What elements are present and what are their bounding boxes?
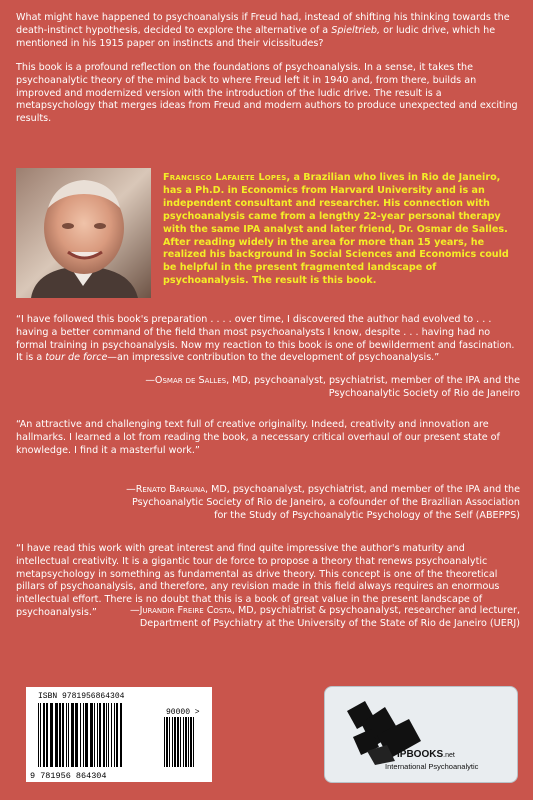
barcode-bar — [116, 703, 118, 767]
barcode-addon-bar — [164, 717, 165, 767]
endorser-credentials: , MD, psychoanalyst, psychiatrist, and member of the IPA and the Psychoanalytic Society of Rio de Janeiro, a cofounder of the Brazilian Association for the Study of Psychoanalytic Psychology of the Self (ABEPPS) — [131, 484, 520, 521]
publisher-tagline: International Psychoanalytic — [385, 762, 479, 771]
barcode-bar — [68, 703, 69, 767]
barcode-bar — [85, 703, 88, 767]
intro-text-end: or ludic drive, which he mentioned in his 1915 paper on instincts and their vicissitudes? — [16, 24, 496, 49]
barcode-bar — [99, 703, 101, 767]
barcode-bar — [71, 703, 74, 767]
barcode-bar — [83, 703, 84, 767]
barcode-bar — [66, 703, 67, 767]
author-bio — [163, 172, 520, 288]
intro-italic-term: Spieltrieb, — [331, 24, 381, 36]
barcode-addon-bars — [164, 717, 194, 767]
barcode-bar — [46, 703, 48, 767]
barcode-addon-bar — [172, 717, 173, 767]
intro-paragraph-1 — [16, 12, 520, 50]
barcode-digits: 9 781956 864304 — [30, 771, 107, 781]
barcode-bar — [111, 703, 112, 767]
barcode-addon-bar — [180, 717, 181, 767]
barcode-image — [26, 687, 212, 782]
barcode-bar — [114, 703, 115, 767]
endorser-name: —Renato Barauna — [126, 484, 205, 495]
isbn-barcode — [26, 687, 212, 782]
quote-text-end: —an impressive contribution to the development of psychoanalysis.” — [107, 352, 440, 364]
quote-italic: tour de force — [45, 352, 108, 364]
publisher-logo — [324, 686, 518, 783]
barcode-bar — [62, 703, 64, 767]
endorser-credentials: , MD, psychiatrist & psychoanalyst, researcher and lecturer, Department of Psychiatry at the University of the State of Rio de Janeiro (UERJ) — [139, 605, 520, 629]
barcode-bars — [38, 703, 122, 767]
endorser-name: —Jurandir Freire Costa — [130, 605, 232, 616]
barcode-addon-bar — [188, 717, 189, 767]
endorsement-quote-2: “An attractive and challenging text full of creative originality. Indeed, creativity and innovation are hallmarks. I learned a lot from reading the book, a necessary critical overhaul of our present state of knowledge. I find it a masterful work.” — [16, 419, 500, 456]
barcode-bar — [108, 703, 109, 767]
price-code: 90000 > — [166, 708, 200, 717]
barcode-bar — [103, 703, 105, 767]
endorsement-attribution-3 — [80, 604, 520, 630]
barcode-bar — [75, 703, 78, 767]
barcode-bar — [59, 703, 61, 767]
ipbooks-logo-image — [325, 687, 517, 782]
barcode-bar — [38, 703, 39, 767]
barcode-addon-bar — [183, 717, 184, 767]
author-portrait-image — [16, 168, 151, 298]
endorser-name: —Osmar de Salles — [145, 375, 227, 386]
endorsement-attribution-2 — [120, 483, 520, 522]
endorsement-quote-3: “I have read this work with great interest and find quite impressive the author's maturity and intellectual creativity. It is a gigantic tour de force to propose a theory that renews psychoanalytic metapsychology in something as fundamental as drive theory. This concept is one of the theoretical pillars of psychoanalysis, and therefore, any revision made in this field always requires an enormous intellectual effort. There is no doubt that this is a book of great value in the present landscape of psychoanalysis.” — [16, 543, 500, 618]
endorsement-quote-1 — [16, 314, 520, 365]
barcode-addon-bar — [177, 717, 179, 767]
endorser-credentials: , MD, psychoanalyst, psychiatrist, member of the IPA and the Psychoanalytic Society of Rio de Janeiro — [226, 375, 520, 399]
quote-text: “I have followed this book's preparation . . . . over time, I discovered the author had evolved to . . . having a better command of the field than most psychoanalysts I know, despite . . . having had no formal training in psychoanalysis. Now my reaction to this book is one of bewilderment and fascination. It is a — [16, 314, 515, 364]
barcode-bar — [106, 703, 107, 767]
barcode-bar — [40, 703, 41, 767]
barcode-bar — [97, 703, 98, 767]
barcode-bar — [90, 703, 93, 767]
intro-paragraph-2: This book is a profound reflection on the foundations of psychoanalysis. In a sense, it takes the psychoanalytic theory of the mind back to where Freud left it in 1940 and, from there, builds an improved and modernized version with the introduction of the ludic drive. The result is a metapsychology that merges ideas from Freud and modern authors to produce unexpected and exciting results. — [16, 62, 518, 125]
barcode-addon-bar — [190, 717, 192, 767]
author-photo — [16, 168, 151, 298]
barcode-bar — [50, 703, 53, 767]
barcode-bar — [80, 703, 81, 767]
barcode-addon-bar — [174, 717, 176, 767]
barcode-addon-bar — [169, 717, 170, 767]
author-name: Francisco Lafaiete Lopes — [163, 172, 287, 183]
barcode-bar — [120, 703, 122, 767]
author-bio-text: , a Brazilian who lives in Rio de Janeiro, has a Ph.D. in Economics from Harvard University and is an independent consultant and researcher. His connection with psychoanalysis came from a lengthy 22-year personal therapy with the same IPA analyst and later friend, Dr. Osmar de Salles. After reading widely in the area for more than 15 years, he realized his background in Social Sciences and Economics could be helpful in the present fragmented landscape of psychoanalysis. The result is this book. — [163, 172, 509, 287]
publisher-brand: IPBOOKS.net — [397, 749, 455, 760]
endorsement-attribution-1 — [90, 374, 520, 400]
barcode-bar — [55, 703, 58, 767]
barcode-addon-bar — [185, 717, 187, 767]
isbn-label: ISBN 9781956864304 — [38, 692, 125, 701]
intro-text: What might have happened to psychoanalysis if Freud had, instead of shifting his thinking towards the death-instinct hypothesis, decided to explore the alternative of a — [16, 12, 510, 36]
barcode-addon-bar — [193, 717, 194, 767]
barcode-bar — [94, 703, 95, 767]
barcode-bar — [43, 703, 45, 767]
barcode-addon-bar — [166, 717, 168, 767]
